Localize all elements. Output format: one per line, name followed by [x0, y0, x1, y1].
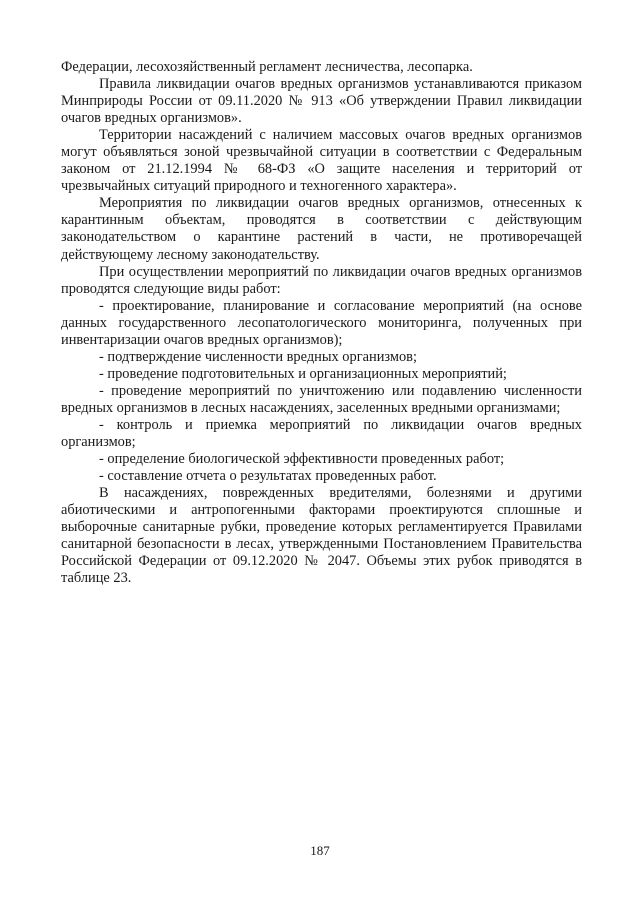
list-item: - проектирование, планирование и согласование мероприятий (на основе данных государственного лесопатологического мониторинга, полученных при инвентаризации очагов вредных организмов);: [61, 297, 582, 348]
paragraph-pest-liquidation-rules: Правила ликвидации очагов вредных организмов устанавливаются приказом Минприроды России от 09.11.2020 № 913 «Об утверждении Правил ликвидации очагов вредных организмов».: [61, 76, 582, 127]
list-item: - составление отчета о результатах проведенных работ.: [99, 468, 437, 485]
paragraph-quarantine-objects: Мероприятия по ликвидации очагов вредных организмов, отнесенных к карантинным объектам, проводятся в соответствии с действующим законодательством о карантине растений в части, не противоречащей действующему лесному законодательству.: [61, 195, 582, 263]
list-item: - подтверждение численности вредных организмов;: [99, 348, 417, 365]
paragraph-sanitary-felling: В насаждениях, поврежденных вредителями, болезнями и другими абиотическими и антропогенными факторами проектируются сплошные и выборочные санитарные рубки, проведение которых регламентируется Правилами санитарной безопасности в лесах, утвержденными Постановлением Правительства Российской Федерации от 09.12.2020 № 2047. Объемы этих рубок приводятся в таблице 23.: [61, 485, 582, 587]
list-item: - контроль и приемка мероприятий по ликвидации очагов вредных организмов;: [61, 416, 582, 451]
work-items-list: [61, 298, 582, 486]
list-item: - проведение мероприятий по уничтожению или подавлению численности вредных организмов в лесных насаждениях, заселенных вредными организмами;: [61, 382, 582, 416]
list-item: - определение биологической эффективности проведенных работ;: [99, 451, 505, 468]
paragraph-continuation: Федерации, лесохозяйственный регламент лесничества, лесопарка.: [61, 59, 473, 75]
paragraph-work-types-intro: При осуществлении мероприятий по ликвидации очагов вредных организмов проводятся следующие виды работ:: [61, 263, 582, 297]
page-number: 187: [310, 843, 330, 858]
list-item: - проведение подготовительных и организационных мероприятий;: [99, 365, 507, 382]
document-page: [61, 59, 582, 587]
paragraph-emergency-zone: Территории насаждений с наличием массовых очагов вредных организмов могут объявляться зоной чрезвычайной ситуации в соответствии с Федеральным законом от 21.12.1994 № 68-ФЗ «О защите населения и территорий от чрезвычайных ситуаций природного и техногенного характера».: [61, 127, 582, 195]
